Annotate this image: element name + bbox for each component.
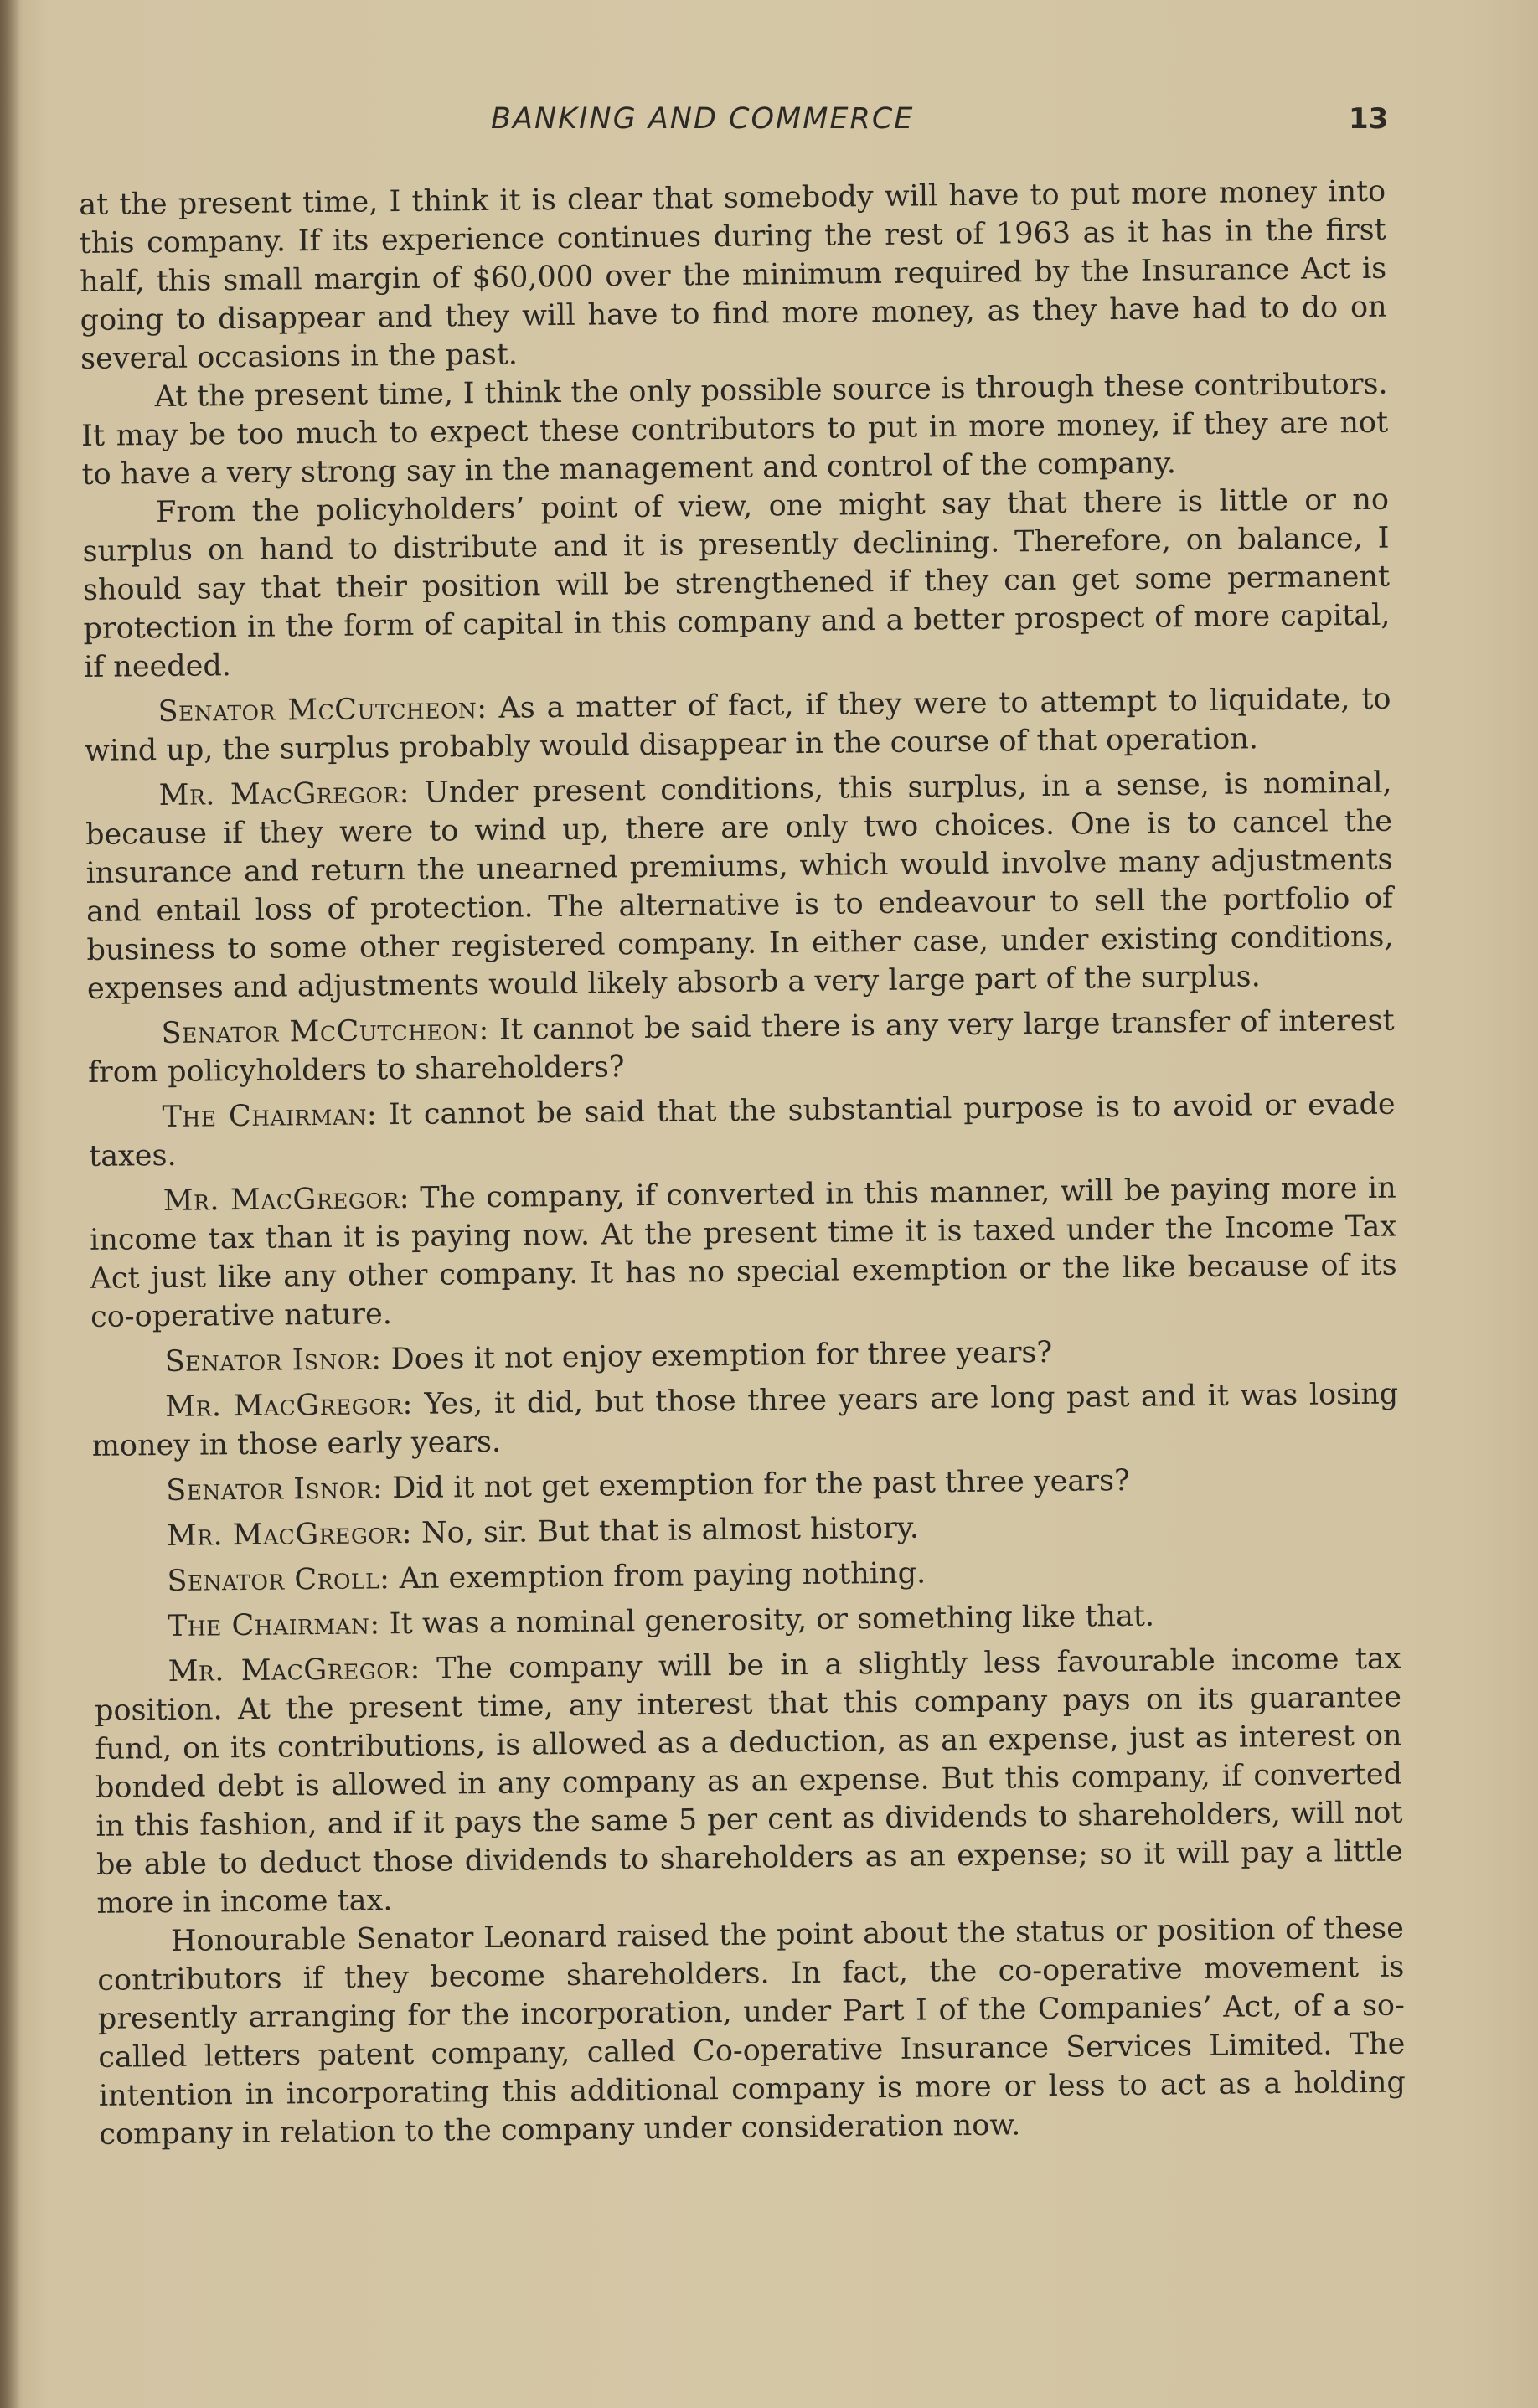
paragraph [89, 1169, 1397, 1337]
speaker-name: The Chairman: [162, 1098, 378, 1135]
paragraph-text: As a matter of fact, if they were to attempt to liquidate, to wind up, the surplus probably would disappear in the course of that operation. [84, 682, 1391, 768]
speaker-name: Senator McCutcheon: [161, 1013, 490, 1051]
page-number: 13 [1349, 102, 1389, 136]
running-head [0, 102, 1538, 146]
paragraph [91, 1375, 1399, 1466]
paragraph-text: Honourable Senator Leonard raised the point about the status or position of these contributors if they become shareholders. In fact, the co-operative movement is presently arranging for the incorporation, under Part I of the Companies’ Act, of a so-called letters patent company, called Co-operative Insurance Services Limited. The intention in incorporating this additional company is more or less to act as a holding company in relation to the company under consideration now. [97, 1911, 1406, 2152]
paragraph [94, 1595, 1401, 1647]
paragraph-text: The company, if converted in this manner, will be paying more in income tax than it is paying now. At the present time it is taxed under the Income Tax Act just like any other company. It has no special exemption or the like because of its co-operative nature. [89, 1171, 1397, 1334]
paragraph-text: It cannot be said there is any very large transfer of interest from policyholders to shareholders? [87, 1003, 1395, 1090]
speaker-name: Senator Isnor: [166, 1472, 384, 1508]
paragraph-text: It cannot be said that the substantial purpose is to avoid or evade taxes. [88, 1087, 1396, 1173]
paragraph [82, 481, 1391, 687]
paragraph-text: Did it not get exemption for the past three years? [382, 1463, 1130, 1506]
paragraph [90, 1330, 1397, 1382]
paragraph-text: Does it not enjoy exemption for three years? [381, 1335, 1053, 1377]
speaker-name: Mr. MacGregor: [165, 1387, 414, 1424]
paragraph [93, 1549, 1400, 1601]
paragraph [92, 1459, 1399, 1511]
paragraph-text: Yes, it did, but those three years are long past and it was losing money in those early years. [91, 1377, 1399, 1463]
paragraph [93, 1504, 1400, 1556]
paragraph [85, 764, 1394, 1008]
paragraph [79, 173, 1387, 379]
paragraph-text: Under present conditions, this surplus, in a sense, is nominal, because if they were to wind up, there are only two choices. One is to cancel the insurance and return the unearned premiums, which would involve many adjustments and entail loss of protection. The alternative is to endeavour to sell the portfolio of business to some other registered company. In either case, under existing conditions, expenses and adjustments would likely absorb a very large part of the surplus. [85, 766, 1394, 1006]
speaker-name: Mr. MacGregor: [163, 1181, 410, 1219]
speaker-name: Senator McCutcheon: [157, 691, 488, 730]
paragraph-text: At the present time, I think the only possible source is through these contributors. It may be too much to expect these contributors to put in more money, if they are not to have a very strong say in the management and control of the company. [80, 367, 1389, 492]
speaker-name: Mr. MacGregor: [166, 1516, 413, 1553]
speaker-name: Mr. MacGregor: [158, 776, 410, 813]
paragraph [87, 1002, 1395, 1092]
paragraph-text: No, sir. But that is almost history. [411, 1511, 920, 1550]
paragraph-text: The company will be in a slightly less favourable income tax position. At the present time, any interest that this company pays on its guarantee fund, on its contributions, is allowed as a deduction, as an expense, just as interest on bonded debt is allowed in any company as an expense. But this company, if converted in this fashion, and if it pays the same 5 per cent as dividends to shareholders, will not be able to deduct those dividends to shareholders as an expense; so it will pay a little more in income tax. [94, 1642, 1404, 1921]
paragraph [84, 680, 1391, 771]
paragraph [94, 1640, 1403, 1923]
paragraph [97, 1910, 1406, 2154]
speaker-name: Senator Isnor: [164, 1343, 382, 1379]
paragraph [88, 1085, 1396, 1176]
paragraph-text: From the policyholders’ point of view, one might say that there is little or no surplus on hand to distribute and it is presently declining. Therefore, on balance, I should say that their position will be strengthened if they can get some permanent protection in the form of capital in this company and a better prospect of more capital, if needed. [82, 482, 1391, 684]
binding-shadow [0, 0, 20, 2408]
speaker-name: Mr. MacGregor: [168, 1652, 421, 1689]
body-text [79, 173, 1406, 2154]
speaker-name: Senator Croll: [167, 1562, 390, 1598]
header-title: BANKING AND COMMERCE [491, 102, 915, 136]
paragraph [80, 365, 1388, 494]
paragraph-text: An exemption from paying nothing. [390, 1556, 926, 1596]
speaker-name: The Chairman: [167, 1607, 380, 1643]
paragraph-text: It was a nominal generosity, or something like that. [379, 1599, 1155, 1642]
paragraph-text: at the present time, I think it is clear that somebody will have to put more money into this company. If its experience continues during the rest of 1963 as it has in the first half, this small margin of $60,000 over the minimum required by the Insurance Act is going to disappear and they will have to find more money, as they have had to do on several occasions in the past. [79, 174, 1387, 376]
